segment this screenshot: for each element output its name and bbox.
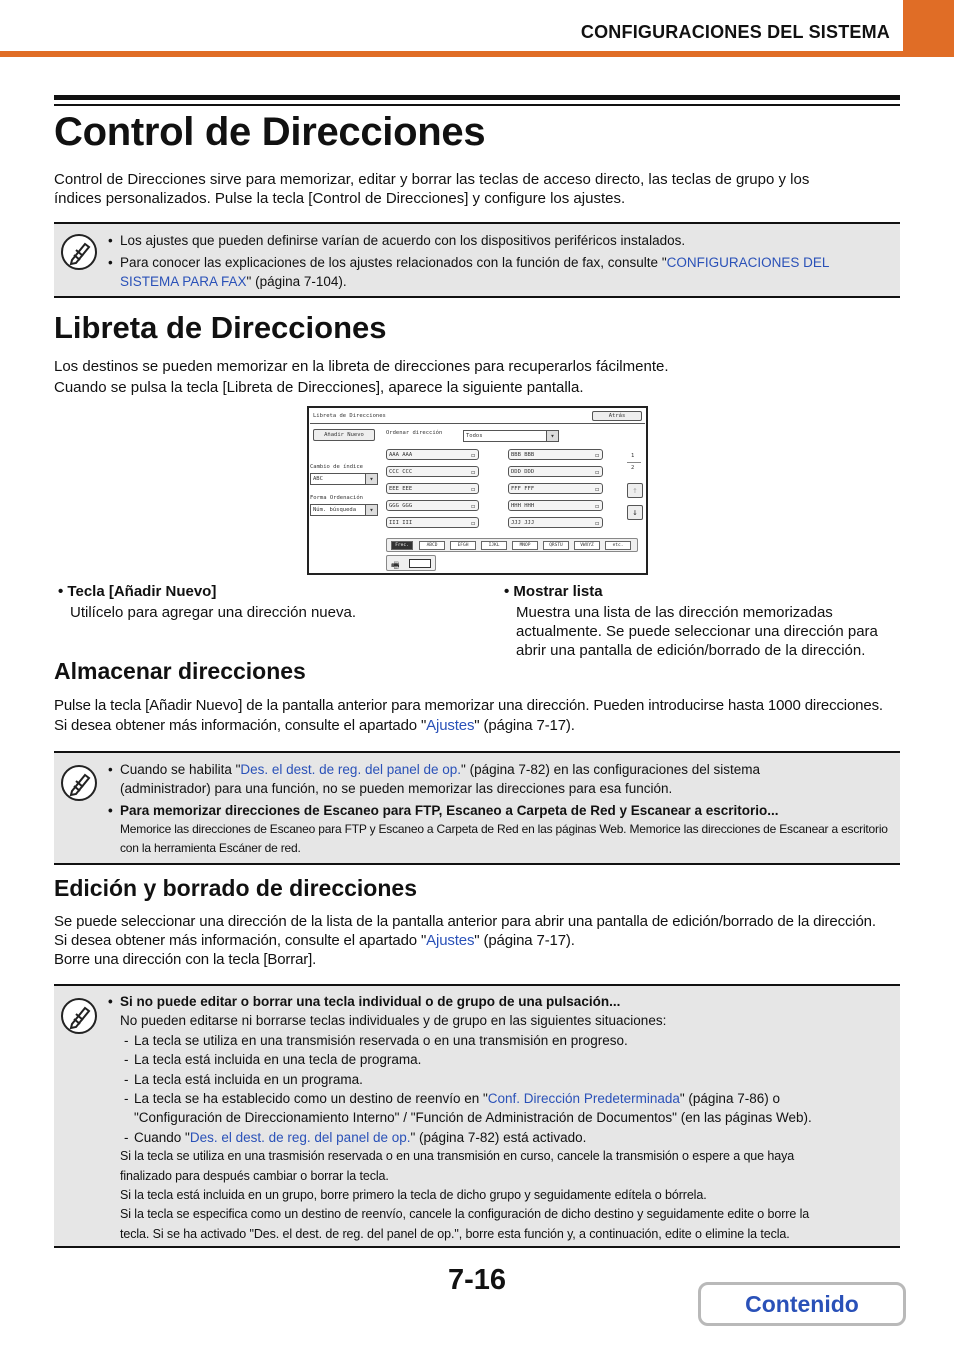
status-field [409,559,431,568]
page-number: 7-16 [448,1264,507,1296]
edicion-text: Se puede seleccionar una dirección de la lista de la pantalla anterior para abrir una pantalla de edición/borrado de la dirección. Si desea obtener más información, consulte el apartado "Ajustes" (página 7-17). Borre una dirección con la tecla [Borrar]. [54,913,876,968]
note3-dash-3: - La tecla está incluida en un programa. [106,1070,892,1089]
address-entry[interactable]: JJJ JJJ ◻ [508,517,603,528]
chevron-down-icon: ▾ [365,474,377,484]
address-entry[interactable]: AAA AAA ◻ [386,449,479,460]
header-bar [0,51,954,57]
libreta-text: Los destinos se pueden memorizar en la libreta de direcciones para recuperarlos fácilmente. Cuando se pulsa la tecla [Libreta de Direcciones], aparece la siguiente pantalla. [54,358,669,396]
tab-vwxyz[interactable]: VWXYZ [574,541,600,550]
title-rule [54,95,900,100]
entry-icon: ◻ [471,486,475,493]
note-box-1 [54,222,900,298]
section-title: CONFIGURACIONES DEL SISTEMA [580,22,890,42]
screen-title: Libreta de Direcciones [313,413,386,419]
page-title: Control de Direcciones [54,110,486,154]
entry-icon: ◻ [595,503,599,510]
address-entry[interactable]: BBB BBB ◻ [508,449,603,460]
order-select[interactable]: Todos ▾ [463,430,559,442]
machine-icon: 🖷 [391,561,400,571]
address-entry[interactable]: FFF FFF ◻ [508,483,603,494]
note3-explanations: Si la tecla se utiliza en una trasmisión reservada o en una transmisión en curso, cancele la transmisión o espere a que haya finalizado para después cambiar o borrar la tecla. Si la tecla está incluida en un grupo, borre primero la tecla de dicho grupo y seguidamente edítela o bórrela. Si la tecla se especifica como un destino de reenvío, cancele la configuración de dicho destino y seguidamente edite o borre la tecla. Si se ha activado "Des. el dest. de reg. del panel de op.", borre esta función y, a continuación, edite o elimine la tecla. [120,1149,810,1241]
almacenar-text: Pulse la tecla [Añadir Nuevo] de la pantalla anterior para memorizar una dirección. Pueden introducirse hasta 1000 direcciones. Si desea obtener más información, consulte el apartado "Ajustes" (página 7-17). [54,697,883,734]
index-tabs [386,538,638,552]
entry-icon: ◻ [595,452,599,459]
entry-icon: ◻ [595,486,599,493]
note3-dash-5: - Cuando "Des. el dest. de reg. del panel de op." (página 7-82) está activado. [106,1128,892,1147]
address-entry[interactable]: HHH HHH ◻ [508,500,603,511]
note-box-2 [54,751,900,865]
link-des-dest-2[interactable]: Des. el dest. de reg. del panel de op. [189,1129,411,1145]
note2-item-2-text: Memorice las direcciones de Escaneo para FTP y Escaneo a Carpeta de Red en las páginas Web. Memorice las direcciones de Escanear a escritorio con la herramienta Escáner de red. [120,822,888,855]
pencil-note-icon [61,765,97,801]
pencil-note-icon [61,234,97,270]
tab-etc[interactable]: etc. [605,541,631,550]
add-new-button[interactable]: Añadir Nuevo [313,429,375,441]
sort-label: Forma Ordenación [310,495,363,501]
header-tab [903,0,954,57]
intro-text: Control de Direcciones sirve para memorizar, editar y borrar las teclas de acceso directo, las teclas de grupo y los índices personalizados. Pulse la tecla [Control de Direcciones] y configure los ajustes. [54,171,810,207]
entry-icon: ◻ [471,469,475,476]
callout-list: • Mostrar lista Muestra una lista de las dirección memorizadas actualmente. Se puede seleccionar una dirección para abrir una pantalla de edición/borrado de la dirección. [504,583,878,659]
chevron-down-icon: ▾ [365,505,377,515]
note3-dash-2: - La tecla está incluida en una tecla de programa. [106,1050,892,1069]
note3-dash-1: - La tecla se utiliza en una transmisión reservada o en una transmisión en progreso. [106,1031,892,1050]
page-current: 1 [631,453,635,459]
index-label: Cambio de índice [310,464,363,470]
address-book-screenshot [307,406,648,575]
page-total: 2 [631,465,635,471]
callout-add-new: • Tecla [Añadir Nuevo] Utilícelo para agregar una dirección nueva. [58,583,357,621]
address-entry[interactable]: DDD DDD ◻ [508,466,603,477]
note3-heading: • Si no puede editar o borrar una tecla individual o de grupo de una pulsación... [106,992,892,1011]
note2-item-2: • Para memorizar direcciones de Escaneo para FTP, Escaneo a Carpeta de Red y Escanear a escritorio... [106,801,892,820]
screen-titlebar [310,409,645,424]
link-conf-direccion[interactable]: Conf. Dirección Predeterminada [487,1091,680,1107]
link-fax-settings-2[interactable]: SISTEMA PARA FAX [120,274,247,289]
tab-frec[interactable]: Frec. [391,541,413,550]
link-ajustes[interactable]: Ajustes [426,717,475,734]
note3-intro: No pueden editarse ni borrarse teclas individuales y de grupo en las siguientes situaciones: [120,1013,667,1029]
address-entry[interactable]: CCC CCC ◻ [386,466,479,477]
tab-abcd[interactable]: ABCD [419,541,445,550]
scroll-down-icon[interactable]: ↓ [627,505,643,520]
note1-item-2: • Para conocer las explicaciones de los ajustes relacionados con la función de fax, consulte "CONFIGURACIONES DEL SISTEMA PARA FAX" (página 7-104). [106,253,892,291]
index-select[interactable]: ABC ▾ [310,473,378,485]
entry-icon: ◻ [595,469,599,476]
chevron-down-icon: ▾ [546,431,558,441]
address-entry[interactable]: GGG GGG ◻ [386,500,479,511]
entry-icon: ◻ [471,503,475,510]
scroll-up-icon[interactable]: ↑ [627,483,643,498]
heading-almacenar: Almacenar direcciones [54,658,306,684]
link-des-dest[interactable]: Des. el dest. de reg. del panel de op. [240,762,462,777]
entry-icon: ◻ [471,452,475,459]
contents-button[interactable]: Contenido [698,1282,906,1326]
heading-edicion: Edición y borrado de direcciones [54,875,417,901]
title-rule-thin [54,104,900,106]
note3-dash-4: - La tecla se ha establecido como un destino de reenvío en "Conf. Dirección Predeterminada" (página 7-86) o "Configuración de Direccionamiento Interno" / "Función de Administración de Documentos" (en las páginas Web). [106,1089,892,1128]
sort-select[interactable]: Núm. búsqueda ▾ [310,504,378,516]
pencil-note-icon [61,998,97,1034]
status-area [386,555,436,571]
tab-ijkl[interactable]: IJKL [481,541,507,550]
back-button[interactable]: Atrás [592,411,642,421]
note2-item-1: • Cuando se habilita "Des. el dest. de reg. del panel de op." (página 7-82) en las configuraciones del sistema (administrador) para una función, no se pueden memorizar las direcciones para esa función. [106,760,892,798]
page-divider [627,462,641,463]
order-label: Ordenar dirección [386,430,443,436]
link-ajustes-2[interactable]: Ajustes [426,932,475,949]
address-entry[interactable]: EEE EEE ◻ [386,483,479,494]
tab-qrstu[interactable]: QRSTU [543,541,569,550]
section-heading-libreta: Libreta de Direcciones [54,310,387,345]
entry-icon: ◻ [471,520,475,527]
note-box-3 [54,984,900,1248]
link-fax-settings[interactable]: CONFIGURACIONES DEL [666,255,830,270]
address-entry[interactable]: III III ◻ [386,517,479,528]
note1-item-1: • Los ajustes que pueden definirse varían de acuerdo con los dispositivos periféricos instalados. [106,231,892,250]
entry-icon: ◻ [595,520,599,527]
tab-mnop[interactable]: MNOP [512,541,538,550]
tab-efgh[interactable]: EFGH [450,541,476,550]
